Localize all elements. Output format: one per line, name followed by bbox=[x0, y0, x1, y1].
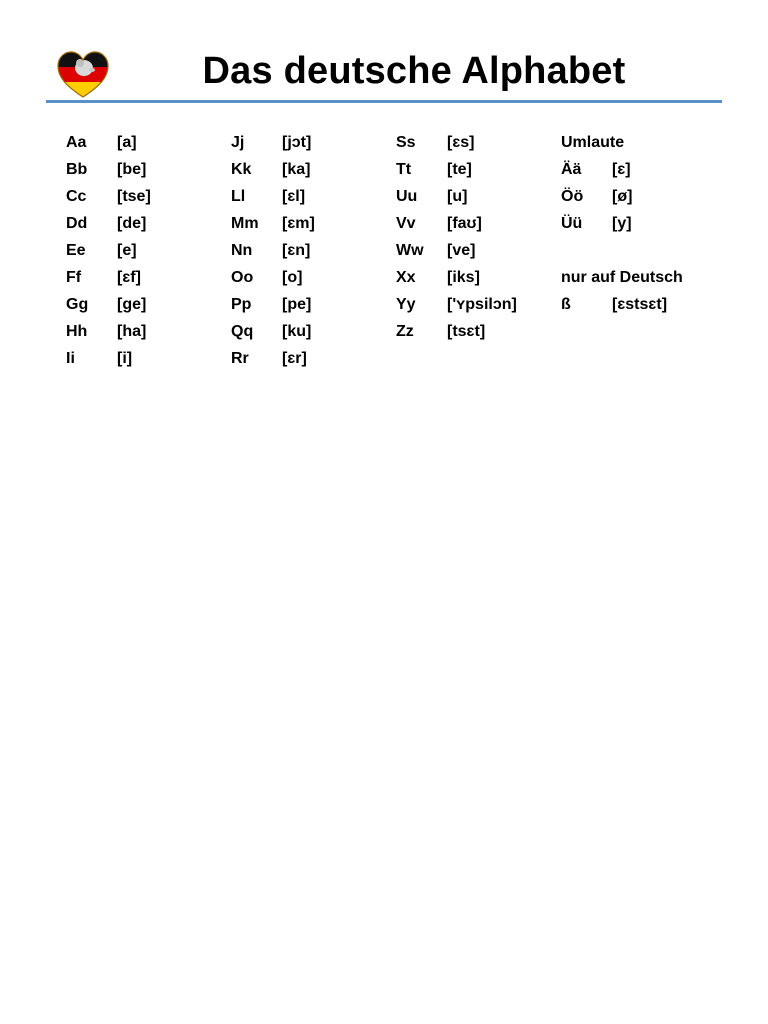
letter-pair: Aa bbox=[66, 133, 87, 151]
pronunciation: [de] bbox=[117, 214, 147, 232]
letter-pair: Bb bbox=[66, 160, 88, 178]
letter-pair: Oo bbox=[231, 268, 254, 286]
letter-pair: Ff bbox=[66, 268, 82, 286]
pronunciation: [ɛstsɛt] bbox=[612, 295, 668, 313]
letter-pair: Dd bbox=[66, 214, 88, 232]
letter-pair: Tt bbox=[396, 160, 412, 178]
alphabet-row bbox=[66, 264, 151, 291]
alphabet-row bbox=[231, 183, 315, 210]
alphabet-column-1 bbox=[66, 129, 151, 372]
umlaut-row bbox=[561, 156, 683, 183]
letter-pair: Ss bbox=[396, 133, 416, 151]
alphabet-row bbox=[396, 237, 517, 264]
letter-pair: Xx bbox=[396, 268, 416, 286]
letter-pair: Zz bbox=[396, 322, 414, 340]
pronunciation: [faʊ] bbox=[447, 214, 482, 232]
letter-pair: Rr bbox=[231, 349, 249, 367]
page-title: Das deutsche Alphabet bbox=[202, 50, 626, 92]
pronunciation: [tsɛt] bbox=[447, 322, 486, 340]
letter-pair: Öö bbox=[561, 187, 584, 205]
letter-pair: Pp bbox=[231, 295, 252, 313]
alphabet-row bbox=[396, 264, 517, 291]
alphabet-row bbox=[66, 129, 151, 156]
alphabet-row bbox=[396, 183, 517, 210]
pronunciation: ['ʏpsilɔn] bbox=[447, 295, 517, 313]
letter-pair: Üü bbox=[561, 214, 583, 232]
letter-pair: Jj bbox=[231, 133, 245, 151]
letter-pair: Yy bbox=[396, 295, 416, 313]
letter-pair: Cc bbox=[66, 187, 87, 205]
pronunciation: [pe] bbox=[282, 295, 312, 313]
pronunciation: [iks] bbox=[447, 268, 480, 286]
alphabet-row bbox=[396, 318, 517, 345]
pronunciation: [be] bbox=[117, 160, 147, 178]
alphabet-row bbox=[396, 156, 517, 183]
alphabet-row bbox=[231, 129, 315, 156]
alphabet-row bbox=[231, 264, 315, 291]
alphabet-row bbox=[231, 318, 315, 345]
special-heading: nur auf Deutsch bbox=[561, 268, 683, 286]
column-spacer bbox=[561, 237, 683, 264]
alphabet-column-2 bbox=[231, 129, 315, 372]
alphabet-row bbox=[231, 156, 315, 183]
pronunciation: [jɔt] bbox=[282, 133, 312, 151]
pronunciation: [ɛl] bbox=[282, 187, 306, 205]
letter-pair: Ii bbox=[66, 349, 75, 367]
pronunciation: [ha] bbox=[117, 322, 147, 340]
pronunciation: [ø] bbox=[612, 187, 633, 205]
special-row bbox=[561, 291, 683, 318]
alphabet-row bbox=[231, 237, 315, 264]
pronunciation: [i] bbox=[117, 349, 133, 367]
letter-pair: Kk bbox=[231, 160, 252, 178]
title-divider bbox=[46, 100, 722, 103]
letter-pair: Mm bbox=[231, 214, 259, 232]
alphabet-row bbox=[231, 345, 315, 372]
pronunciation: [ɛn] bbox=[282, 241, 311, 259]
letter-pair: ß bbox=[561, 295, 571, 313]
alphabet-row bbox=[66, 318, 151, 345]
alphabet-row bbox=[396, 129, 517, 156]
pronunciation: [ve] bbox=[447, 241, 476, 259]
umlaut-heading: Umlaute bbox=[561, 133, 625, 151]
alphabet-row bbox=[231, 210, 315, 237]
letter-pair: Vv bbox=[396, 214, 416, 232]
pronunciation: [ka] bbox=[282, 160, 311, 178]
pronunciation: [o] bbox=[282, 268, 303, 286]
alphabet-row bbox=[66, 291, 151, 318]
pronunciation: [tse] bbox=[117, 187, 151, 205]
pronunciation: [ge] bbox=[117, 295, 147, 313]
pronunciation: [e] bbox=[117, 241, 137, 259]
letter-pair: Qq bbox=[231, 322, 254, 340]
pronunciation: [ɛf] bbox=[117, 268, 141, 286]
umlaut-row bbox=[561, 183, 683, 210]
alphabet-row bbox=[396, 291, 517, 318]
alphabet-column-3 bbox=[396, 129, 517, 345]
pronunciation: [u] bbox=[447, 187, 468, 205]
letter-pair: Nn bbox=[231, 241, 253, 259]
alphabet-row bbox=[66, 237, 151, 264]
letter-pair: Hh bbox=[66, 322, 88, 340]
letter-pair: Ee bbox=[66, 241, 86, 259]
pronunciation: [te] bbox=[447, 160, 472, 178]
letter-pair: Ll bbox=[231, 187, 246, 205]
letter-pair: Uu bbox=[396, 187, 418, 205]
pronunciation: [a] bbox=[117, 133, 137, 151]
alphabet-row bbox=[231, 291, 315, 318]
alphabet-row bbox=[66, 183, 151, 210]
letter-pair: Gg bbox=[66, 295, 89, 313]
alphabet-row bbox=[66, 210, 151, 237]
pronunciation: [ɛ] bbox=[612, 160, 631, 178]
alphabet-row bbox=[66, 156, 151, 183]
alphabet-column-4 bbox=[561, 129, 683, 318]
alphabet-row bbox=[66, 345, 151, 372]
alphabet-row bbox=[396, 210, 517, 237]
letter-pair: Ää bbox=[561, 160, 582, 178]
umlaut-row bbox=[561, 210, 683, 237]
pronunciation: [ɛm] bbox=[282, 214, 315, 232]
pronunciation: [ɛs] bbox=[447, 133, 475, 151]
pronunciation: [y] bbox=[612, 214, 632, 232]
letter-pair: Ww bbox=[396, 241, 424, 259]
pronunciation: [ɛr] bbox=[282, 349, 307, 367]
pronunciation: [ku] bbox=[282, 322, 312, 340]
